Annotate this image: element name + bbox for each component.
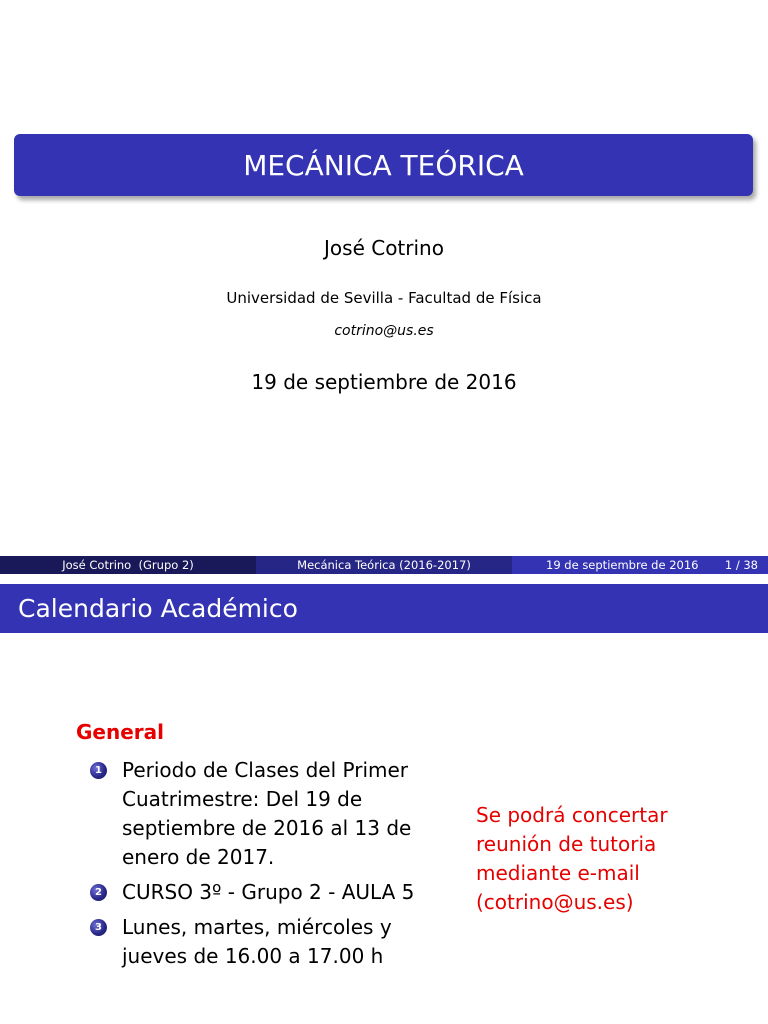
presentation-title: MECÁNICA TEÓRICA [243,148,524,182]
list-item-text: CURSO 3º - Grupo 2 - AULA 5 [122,880,415,904]
footer-date: 19 de septiembre de 2016 [546,558,699,572]
footer-course: Mecánica Teórica (2016-2017) [297,558,471,572]
footer-page-number: 1 / 38 [724,558,758,572]
enumerated-list [90,756,420,977]
list-item-text: Periodo de Clases del Primer Cuatrimestre: Del 19 de septiembre de 2016 al 13 de enero de 2017. [122,758,412,869]
frame-title-bar [0,584,768,633]
list-item [90,878,420,907]
enumeration-ball-icon: 2 [90,884,107,901]
footer-course-segment [256,556,512,574]
footer-date-segment [512,556,768,574]
enumeration-ball-icon: 1 [90,762,107,779]
enumeration-ball-icon: 3 [90,919,107,936]
list-item [90,913,420,971]
block-title: General [76,720,164,744]
list-item [90,756,420,872]
presentation-title-box [14,134,753,196]
tutoring-note: Se podrá concertar reunión de tutoria mediante e-mail (cotrino@us.es) [476,803,668,914]
presentation-date: 19 de septiembre de 2016 [251,370,517,394]
list-item-text: Lunes, martes, miércoles y jueves de 16.00 a 17.00 h [122,915,392,968]
frame-title: Calendario Académico [18,594,298,623]
institute: Universidad de Sevilla - Facultad de Física [226,289,542,307]
footer-author-segment [0,556,256,574]
author-name: José Cotrino [324,236,444,260]
author-email: cotrino@us.es [334,323,434,339]
footer-author-group: José Cotrino (Grupo 2) [62,558,194,572]
slide-footer [0,556,768,574]
